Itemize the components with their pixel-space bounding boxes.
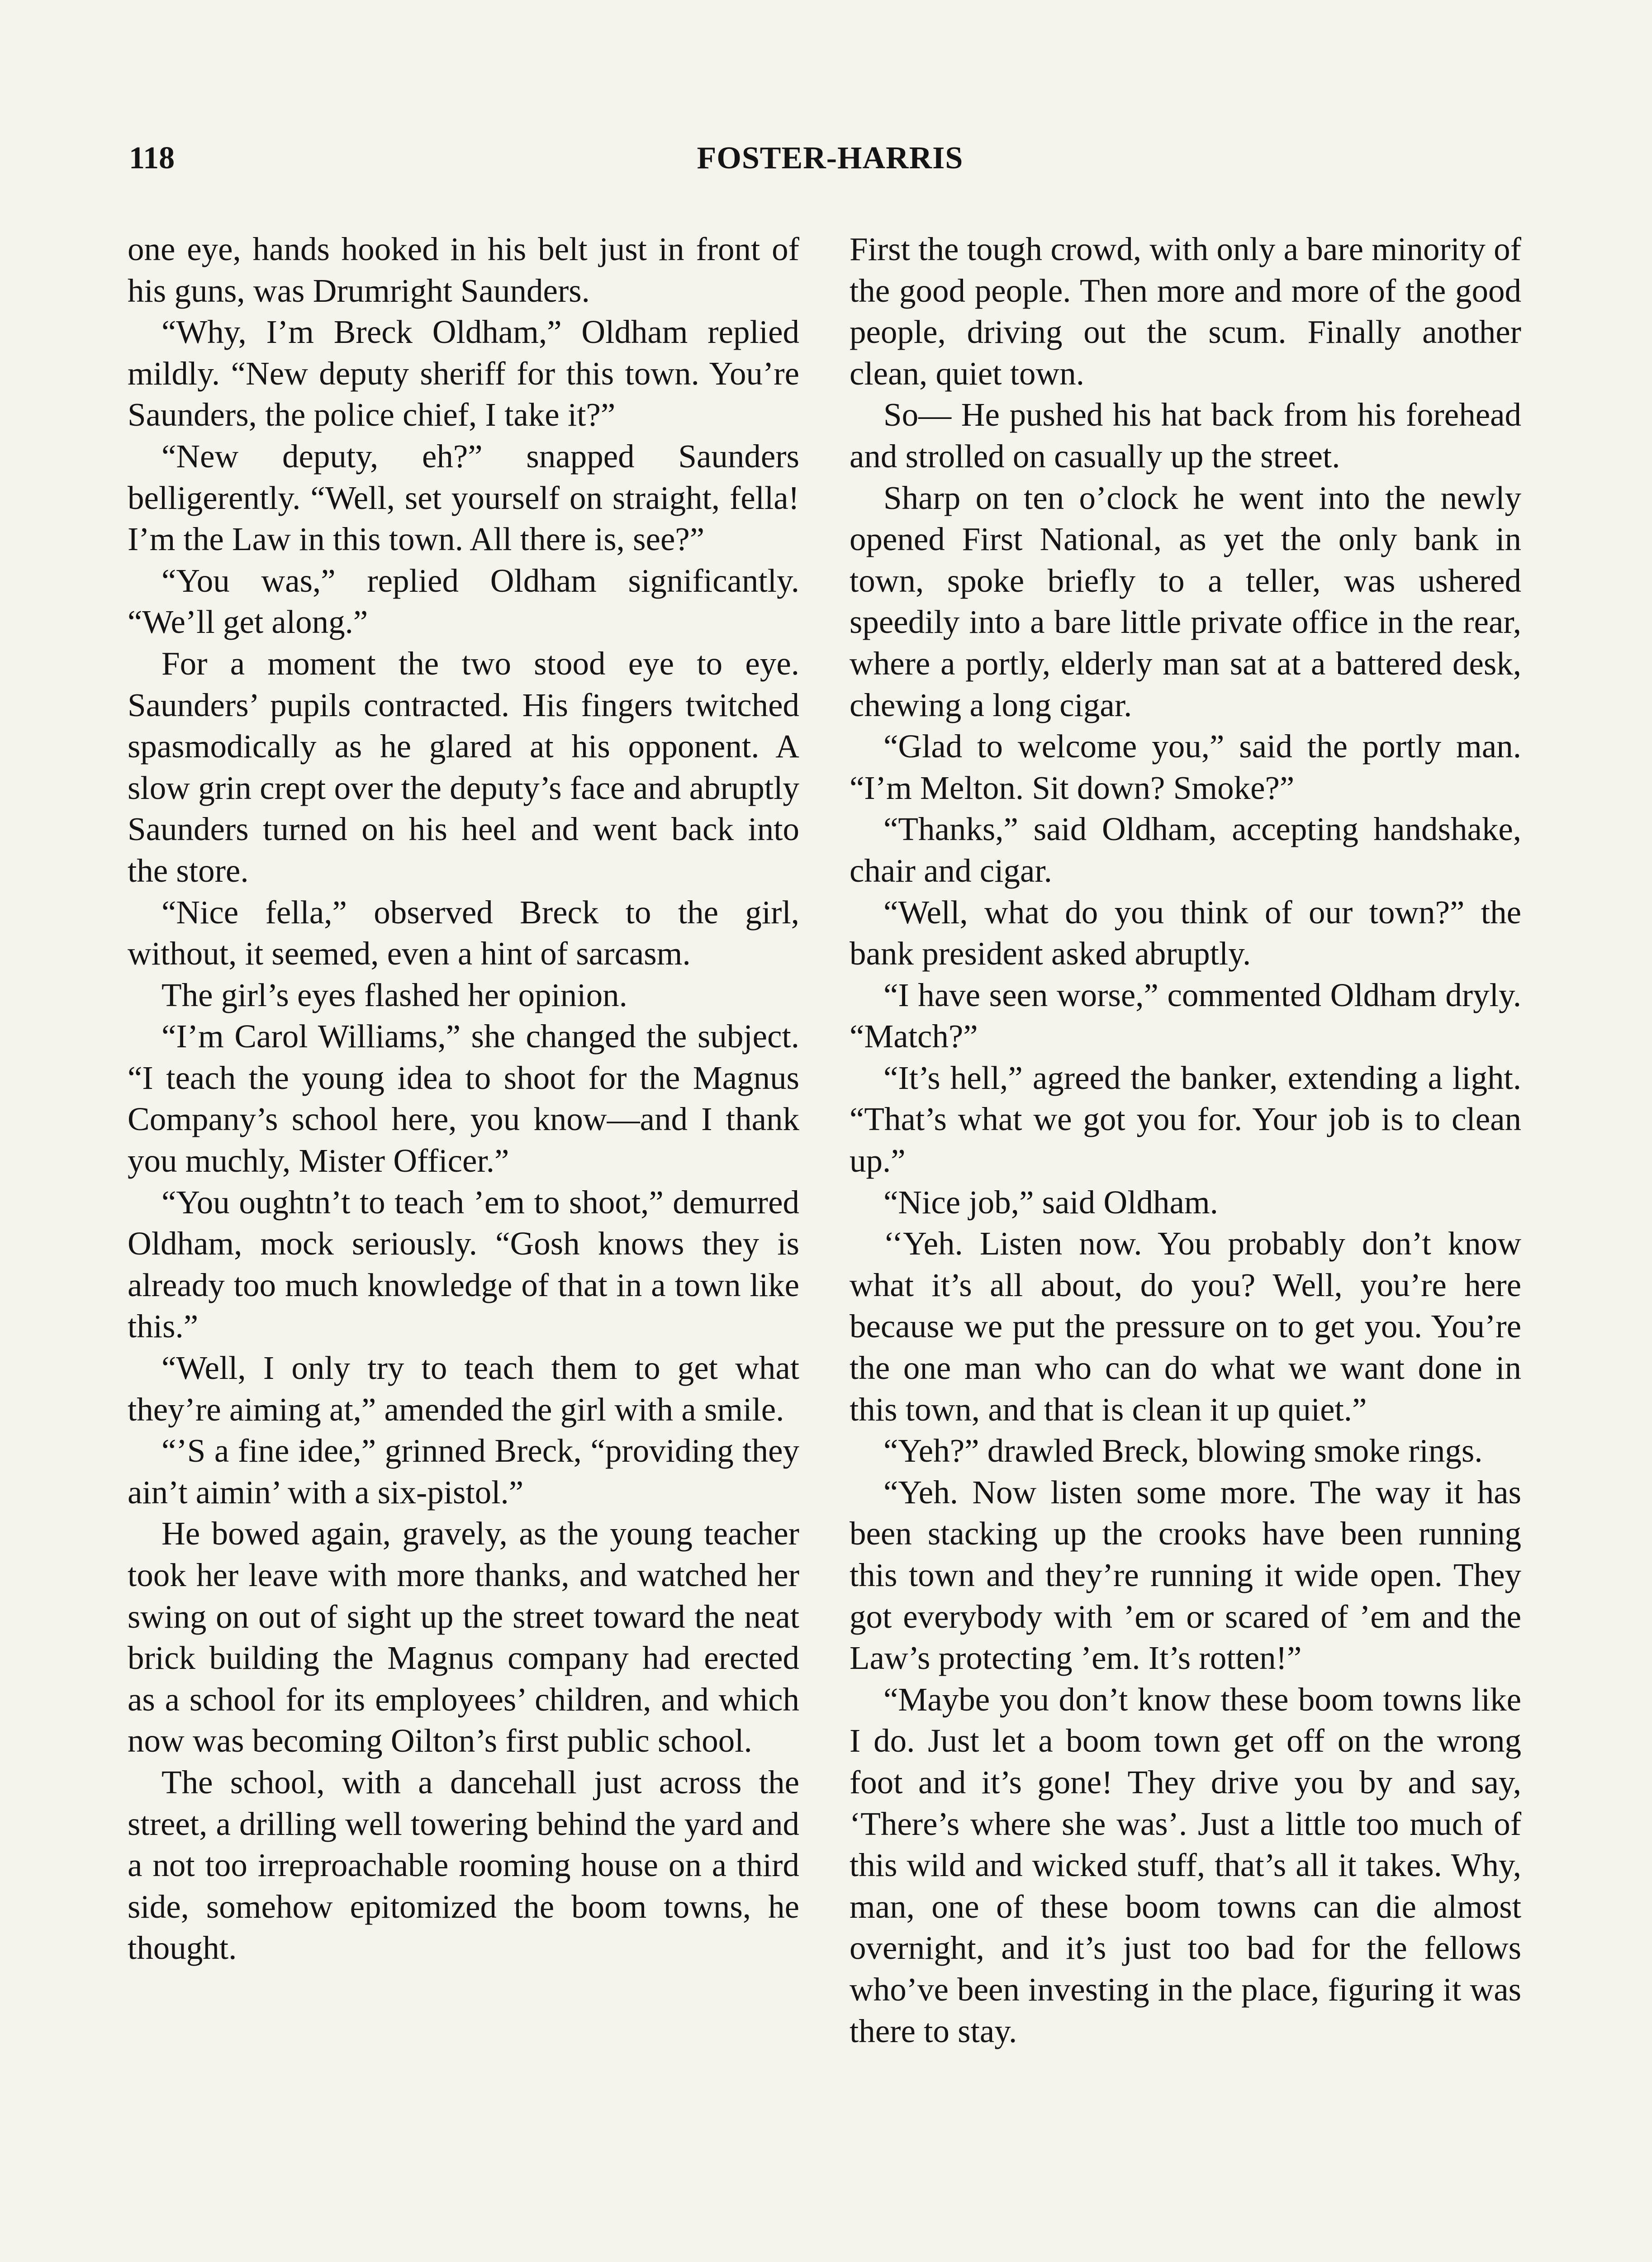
paragraph: “Glad to welcome you,” said the portly man. “I’m Melton. Sit down? Smoke?” <box>850 728 1521 806</box>
right-column <box>850 228 1521 2052</box>
paragraph: “Well, I only try to teach them to get what they’re aiming at,” amended the girl with a smile. <box>128 1350 799 1428</box>
paragraph: “Yeh. Now listen some more. The way it has been stacking up the crooks have been running this town and they’re running it wide open. They got everybody with ’em or scared of ’em and the Law’s protecting ’em. It’s rotten!” <box>850 1473 1521 1677</box>
paragraph: “Thanks,” said Oldham, accepting handshake, chair and cigar. <box>850 811 1521 889</box>
paragraph: The girl’s eyes flashed her opinion. <box>161 976 627 1013</box>
paragraph: one eye, hands hooked in his belt just in front of his guns, was Drumright Saunders. <box>128 231 799 309</box>
paragraph: For a moment the two stood eye to eye. Saunders’ pupils contracted. His fingers twitched spasmodically as he glared at his opponent. A slow grin crept over the deputy’s face and abruptly Saunders turned on his heel and went back into the store. <box>128 645 799 889</box>
paragraph: First the tough crowd, with only a bare minority of the good people. Then more and more of the good people, driving out the scum. Finally another clean, quiet town. <box>850 231 1521 392</box>
paragraph: “I have seen worse,” commented Oldham dryly. “Match?” <box>850 976 1521 1055</box>
paragraph: “Why, I’m Breck Oldham,” Oldham replied mildly. “New deputy sheriff for this town. You’re Saunders, the police chief, I take it?” <box>128 314 799 433</box>
paragraph: “Nice job,” said Oldham. <box>883 1183 1218 1221</box>
page-header <box>129 136 1531 181</box>
paragraph: “It’s hell,” agreed the banker, extending a light. “That’s what we got you for. Your job is to clean up.” <box>850 1059 1521 1179</box>
paragraph: ‘‘Yeh. Listen now. You probably don’t know what it’s all about, do you? Well, you’re here because we put the pressure on to get you. You’re the one man who can do what we want done in this town, and that is clean it up quiet.” <box>850 1225 1521 1428</box>
page-number: 118 <box>129 141 175 176</box>
paragraph: “You was,” replied Oldham significantly. “We’ll get along.” <box>128 562 799 641</box>
paragraph: “Yeh?” drawled Breck, blowing smoke rings. <box>883 1432 1483 1469</box>
paragraph: “You oughtn’t to teach ’em to shoot,” demurred Oldham, mock seriously. “Gosh knows they is already too much knowledge of that in a town like this.” <box>128 1183 799 1345</box>
paragraph: He bowed again, gravely, as the young teacher took her leave with more thanks, and watched her swing on out of sight up the street toward the neat brick building the Magnus company had erected as a school for its employees’ children, and which now was becoming Oilton’s first public school. <box>128 1515 799 1759</box>
paragraph: The school, with a dancehall just across the street, a drilling well towering behind the yard and a not too irreproachable rooming house on a third side, somehow epitomized the boom towns, he thought. <box>128 1763 799 1967</box>
paragraph: “Nice fella,” observed Breck to the girl, without, it seemed, even a hint of sarcasm. <box>128 893 799 972</box>
paragraph: “’S a fine idee,” grinned Breck, “providing they ain’t aimin’ with a six-pistol.” <box>128 1432 799 1511</box>
paragraph: “New deputy, eh?” snapped Saunders belligerently. “Well, set yourself on straight, fella! I’m the Law in this town. All there is, see?” <box>128 437 799 558</box>
paragraph: Sharp on ten o’clock he went into the newly opened First National, as yet the only bank in town, spoke briefly to a teller, was ushered speedily into a bare little private office in the rear, where a portly, elderly man sat at a battered desk, chewing a long cigar. <box>850 479 1521 723</box>
paragraph: “Well, what do you think of our town?” the bank president asked abruptly. <box>850 893 1521 972</box>
paragraph: “Maybe you don’t know these boom towns like I do. Just let a boom town get off on the wrong foot and it’s gone! They drive you by and say, ‘There’s where she was’. Just a little too much of this wild and wicked stuff, that’s all it takes. Why, man, one of these boom towns can die almost overnight, and it’s just too bad for the fellows who’ve been investing in the place, figuring it was there to stay. <box>850 1681 1521 2049</box>
paragraph: So— He pushed his hat back from his forehead and strolled on casually up the street. <box>850 396 1521 475</box>
left-column <box>128 228 799 1969</box>
paragraph: “I’m Carol Williams,” she changed the subject. “I teach the young idea to shoot for the Magnus Company’s school here, you know—and I thank you muchly, Mister Officer.” <box>128 1018 799 1179</box>
running-head: FOSTER-HARRIS <box>697 141 964 176</box>
